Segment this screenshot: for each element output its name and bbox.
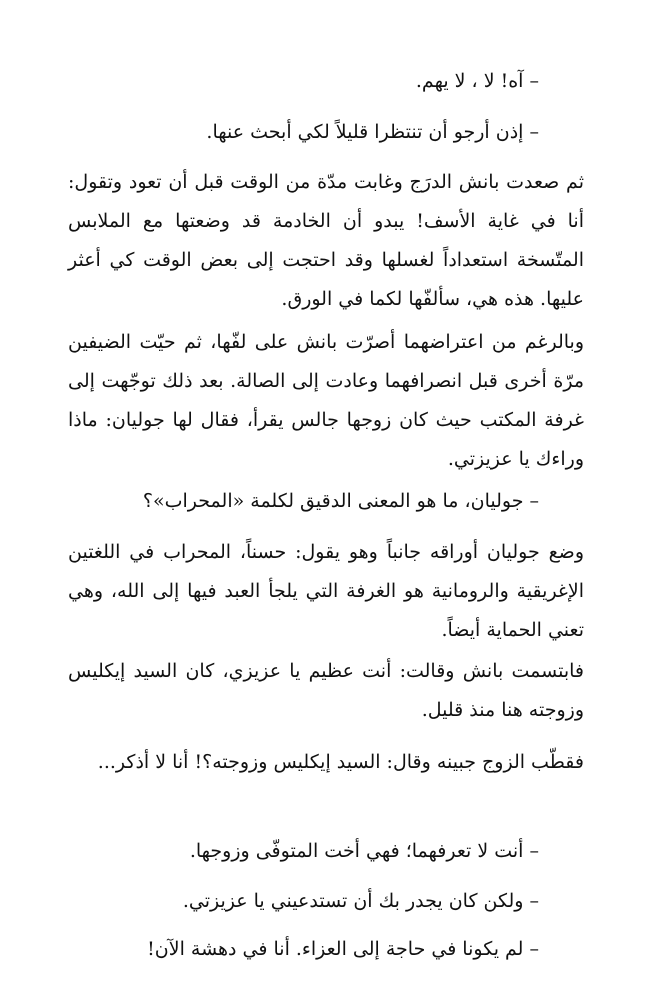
dialogue-line: – ولكن كان يجدر بك أن تستدعيني يا عزيزتي. — [182, 890, 539, 912]
dialogue-line: – جوليان، ما هو المعنى الدقيق لكلمة «المحراب»؟ — [142, 490, 539, 512]
narrative-paragraph: وضع جوليان أوراقه جانباً وهو يقول: حسناً، المحراب في اللغتين الإغريقية والرومانية هو الغرفة التي يلجأ العبد فيها إلى الله، وهي تعني الحماية أيضاً. — [68, 541, 584, 641]
narrative-paragraph: فابتسمت بانش وقالت: أنت عظيم يا عزيزي، كان السيد إيكليس وزوجته هنا منذ قليل. — [68, 660, 584, 721]
dialogue-line: – آه! لا ، لا يهم. — [415, 70, 539, 92]
narrative-paragraph: ثم صعدت بانش الدرَج وغابت مدّة من الوقت قبل أن تعود وتقول: أنا في غاية الأسف! يبدو أن الخادمة قد وضعتها مع الملابس المتّسخة استعداداً لغسلها وقد احتجت إلى بعض الوقت كي أعثر عليها. هذه هي، سألفّها لكما في الورق. — [68, 171, 584, 310]
dialogue-line: – لم يكونا في حاجة إلى العزاء. أنا في دهشة الآن! — [147, 938, 539, 960]
narrative-paragraph: وبالرغم من اعتراضهما أصرّت بانش على لفّها، ثم حيّت الضيفين مرّة أخرى قبل انصرافهما وعادت إلى الصالة. بعد ذلك توجّهت إلى غرفة المكتب حيث كان زوجها جالس يقرأ، فقال لها جوليان: ماذا وراءك يا عزيزتي. — [68, 331, 584, 470]
dialogue-line: – أنت لا تعرفهما؛ فهي أخت المتوفّى وزوجها. — [189, 840, 539, 862]
dialogue-line: – إذن أرجو أن تنتظرا قليلاً لكي أبحث عنها. — [206, 121, 539, 143]
narrative-paragraph: فقطّب الزوج جبينه وقال: السيد إيكليس وزوجته؟! أنا لا أذكر... — [97, 751, 584, 773]
